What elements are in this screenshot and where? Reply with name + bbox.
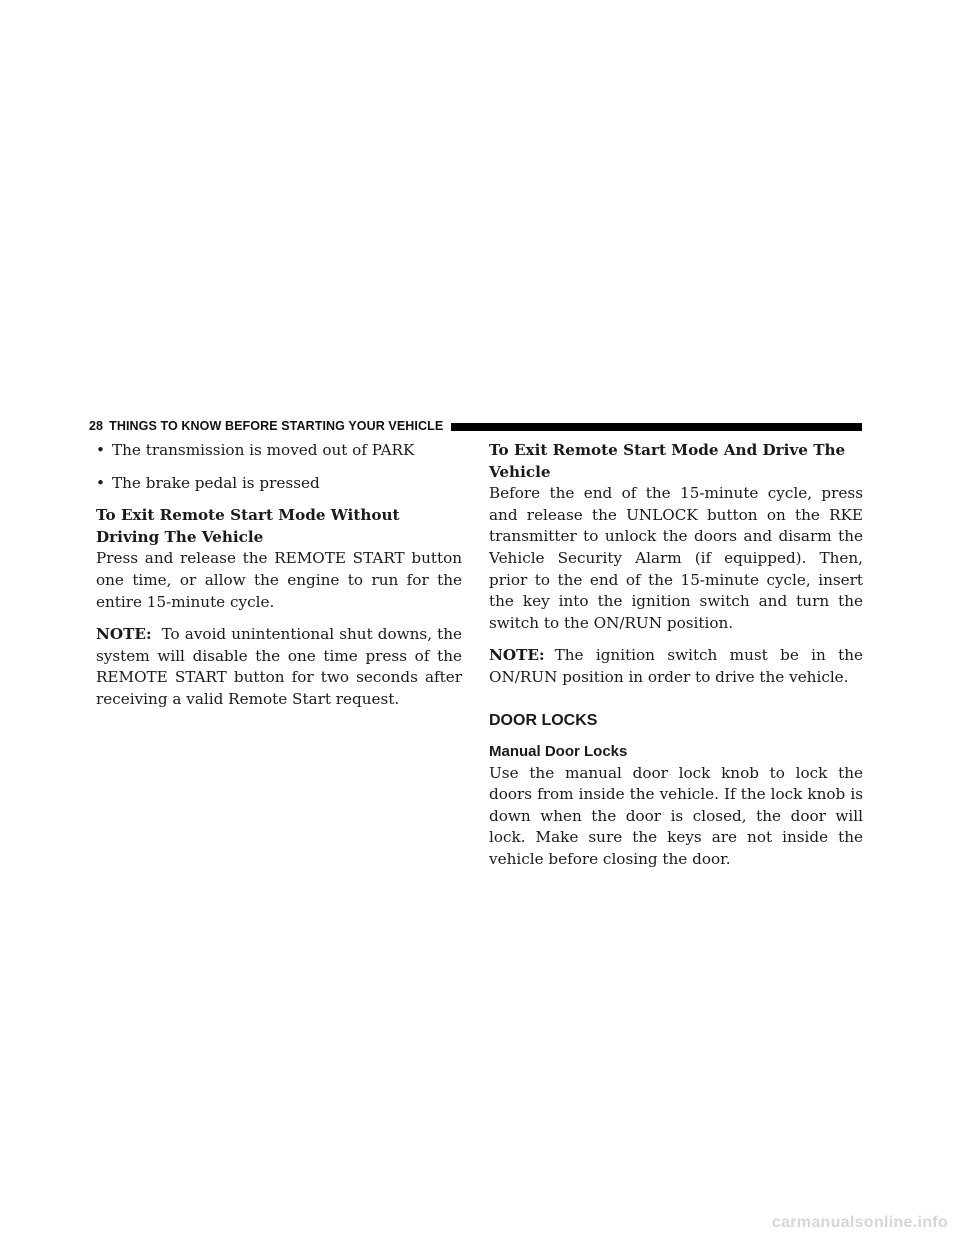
watermark-logo: carmanualsonline.info [771, 1214, 948, 1231]
left-column [96, 440, 462, 722]
paragraph-manual-door-locks: Use the manual door lock knob to lock the doors from inside the vehicle. If the lock knob is down when the door is closed, the door will lock. Make sure the keys are not inside the vehicle before closing the door. [489, 763, 863, 868]
list-item [96, 440, 462, 462]
note-paragraph [489, 645, 863, 688]
page-number: 28 [89, 419, 104, 433]
section-title: THINGS TO KNOW BEFORE STARTING YOUR VEHICLE [109, 419, 444, 433]
bullet-text: The transmission is moved out of PARK [112, 441, 415, 459]
bullet-text: The brake pedal is pressed [112, 473, 320, 492]
page-header [89, 417, 862, 435]
subsection-heading-manual-door-locks: Manual Door Locks [489, 742, 628, 760]
header-rule [451, 423, 862, 431]
note-text: The ignition switch must be in the ON/RUN position in order to drive the vehicle. [489, 646, 863, 686]
note-paragraph [96, 624, 462, 710]
paragraph-exit-without-driving: Press and release the REMOTE START button one time, or allow the engine to run for the entire 15-minute cycle. [96, 549, 462, 611]
paragraph-exit-and-drive: Before the end of the 15-minute cycle, press and release the UNLOCK button on the RKE transmitter to unlock the doors and disarm the Vehicle Security Alarm (if equipped). Then, prior to the end of the 15-minute cycle, insert the key into the ignition switch and turn the switch to the ON/RUN position. [489, 484, 863, 632]
note-text: To avoid unintentional shut downs, the system will disable the one time press of the REMOTE START button for two seconds after receiving a valid Remote Start request. [96, 625, 462, 708]
bullet-icon: • [96, 441, 105, 459]
section-heading-door-locks: DOOR LOCKS [489, 711, 598, 729]
subhead-exit-and-drive: To Exit Remote Start Mode And Drive The Vehicle [489, 441, 846, 481]
subhead-exit-without-driving: To Exit Remote Start Mode Without Driving The Vehicle [96, 506, 400, 546]
right-column [489, 440, 863, 882]
note-label: NOTE: [96, 625, 152, 644]
bullet-icon: • [96, 473, 105, 492]
note-label: NOTE: [489, 646, 545, 665]
list-item [96, 473, 462, 495]
